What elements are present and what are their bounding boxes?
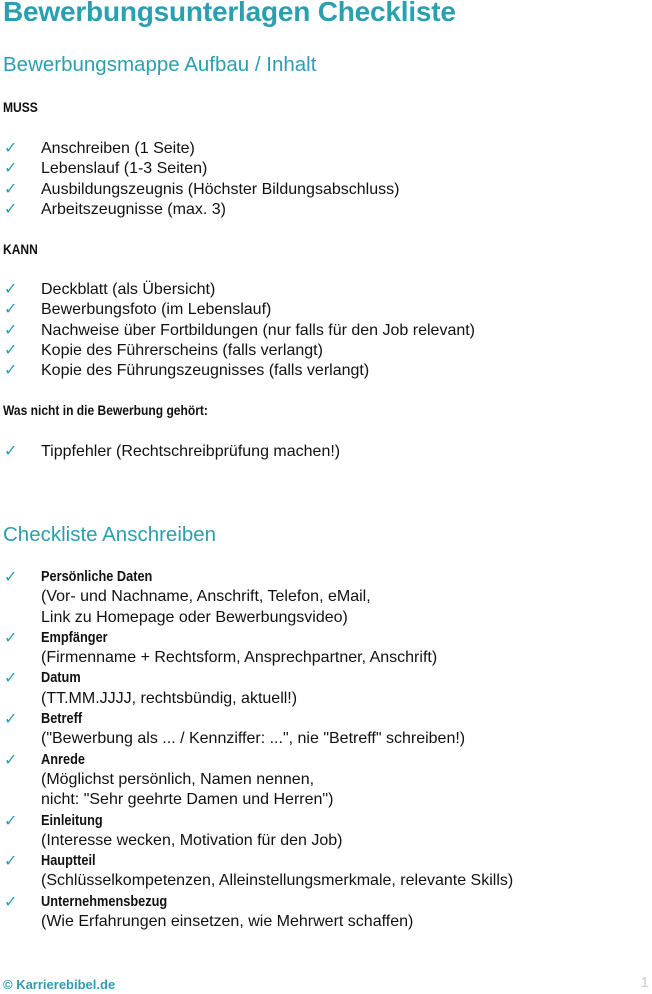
- item-title: Datum: [41, 670, 81, 687]
- checkmark-icon: ✓: [4, 893, 18, 911]
- document-title: Bewerbungsunterlagen Checkliste: [3, 0, 456, 27]
- item-title: Betreff: [41, 711, 83, 728]
- checkmark-icon: ✓: [4, 200, 18, 218]
- checkmark-icon: ✓: [4, 140, 18, 157]
- checkmark-icon: ✓: [4, 160, 18, 178]
- label-kann: KANN: [3, 241, 38, 257]
- section-heading-anschreiben: Checkliste Anschreiben: [3, 523, 217, 546]
- anschreiben-list: [0, 567, 513, 932]
- item-detail: (Möglichst persönlich, Namen nennen, nicht: "Sehr geehrte Damen und Herren"): [41, 770, 334, 809]
- page-number: 1: [640, 974, 649, 991]
- item-title: Anrede: [41, 751, 85, 768]
- checkmark-icon: ✓: [4, 853, 18, 871]
- item-title: Einleitung: [41, 812, 103, 829]
- item-detail: (Wie Erfahrungen einsetzen, wie Mehrwert schaffen): [41, 913, 414, 931]
- list-item: [0, 567, 513, 628]
- item-title: Persönliche Daten: [41, 569, 153, 585]
- checkmark-icon: ✓: [4, 443, 18, 460]
- document-page: Bewerbungsunterlagen Checkliste Bewerbungsmappe Aufbau / Inhalt MUSS ✓ Anschreiben (1 Seite) ✓ Lebenslauf (1-3 Seiten) ✓ Ausbildungszeugnis (Höchster Bildungsabschluss) ✓ Arbeitszeugnisse (max. 3) KANN ✓ Deckblatt (als Übersicht) ✓ Bewerbungsfoto (im Lebenslauf) ✓ Nachweise über Fortbildungen (nur falls für den Job relevant) ✓ Kopie des Führerscheins (falls verlangt) ✓ Kopie des Führungszeugnisses (falls verlangt) Was nicht in die Bewerbung gehört: ✓ Tippfehler (Rechtschreibprüfung machen!) Checkliste Anschreiben ✓ Persönliche Daten (Vor- und Nachname, Anschrift, Telefon, eMail, Link zu Homepage oder Bewerbungsvideo) ✓ Empfänger (Firmenname + Rechtsform, Ansprechpartner, Anschrift) ✓ Datum (TT.MM.JJJJ, rechtsbündig, aktuell!) ✓ Betreff ("Bewerbung als ... / Kennziffer: ...", nie "Betreff" schreiben!) ✓ Anrede (Möglichst persönlich, Namen nennen, nicht: "Sehr geehrte Damen und Herren") ✓ Einleitung (Interesse wecken, Motivation für den Job) ✓ Hauptteil (Schlüsselkompetenzen, Alleinstellungsmerkmale, relevante Skills) ✓ Unternehmensbezug (Wie Erfahrungen einsetzen, wie Mehrwert schaffen) © Karrierebibel.de 1: [0, 0, 652, 994]
- checkmark-icon: ✓: [4, 362, 18, 380]
- checkmark-icon: ✓: [4, 670, 18, 688]
- item-detail: (Interesse wecken, Motivation für den Job): [41, 831, 343, 849]
- label-nicht: Was nicht in die Bewerbung gehört:: [3, 402, 208, 418]
- list-item: [0, 668, 513, 709]
- item-detail: ("Bewerbung als ... / Kennziffer: ...", nie "Betreff" schreiben!): [41, 730, 466, 748]
- checkmark-icon: ✓: [4, 569, 18, 586]
- item-detail: (Schlüsselkompetenzen, Alleinstellungsmerkmale, relevante Skills): [41, 872, 514, 890]
- checkmark-icon: ✓: [4, 281, 18, 298]
- list-item: [0, 811, 513, 852]
- list-item: [0, 892, 513, 933]
- list-item: [0, 750, 513, 811]
- item-detail: (Vor- und Nachname, Anschrift, Telefon, eMail, Link zu Homepage oder Bewerbungsvideo): [41, 588, 371, 626]
- checkmark-icon: ✓: [4, 629, 18, 647]
- footer-copyright: © Karrierebibel.de: [3, 977, 116, 992]
- list-item: [0, 851, 513, 892]
- item-title: Empfänger: [41, 629, 108, 646]
- item-title: Hauptteil: [41, 853, 96, 870]
- checkmark-icon: ✓: [4, 301, 18, 319]
- checkmark-icon: ✓: [4, 321, 18, 339]
- item-detail: (TT.MM.JJJJ, rechtsbündig, aktuell!): [41, 689, 298, 707]
- item-title: Unternehmensbezug: [41, 893, 168, 910]
- section-heading-bewerbungsmappe: Bewerbungsmappe Aufbau / Inhalt: [3, 53, 317, 76]
- list-item: [0, 628, 513, 669]
- checkmark-icon: ✓: [4, 751, 18, 769]
- checkmark-icon: ✓: [4, 341, 18, 359]
- checkmark-icon: ✓: [4, 180, 18, 198]
- checkmark-icon: ✓: [4, 812, 18, 830]
- item-detail: (Firmenname + Rechtsform, Ansprechpartner, Anschrift): [41, 649, 438, 667]
- label-muss: MUSS: [3, 99, 38, 115]
- checkmark-icon: ✓: [4, 711, 18, 729]
- list-item: [0, 709, 513, 750]
